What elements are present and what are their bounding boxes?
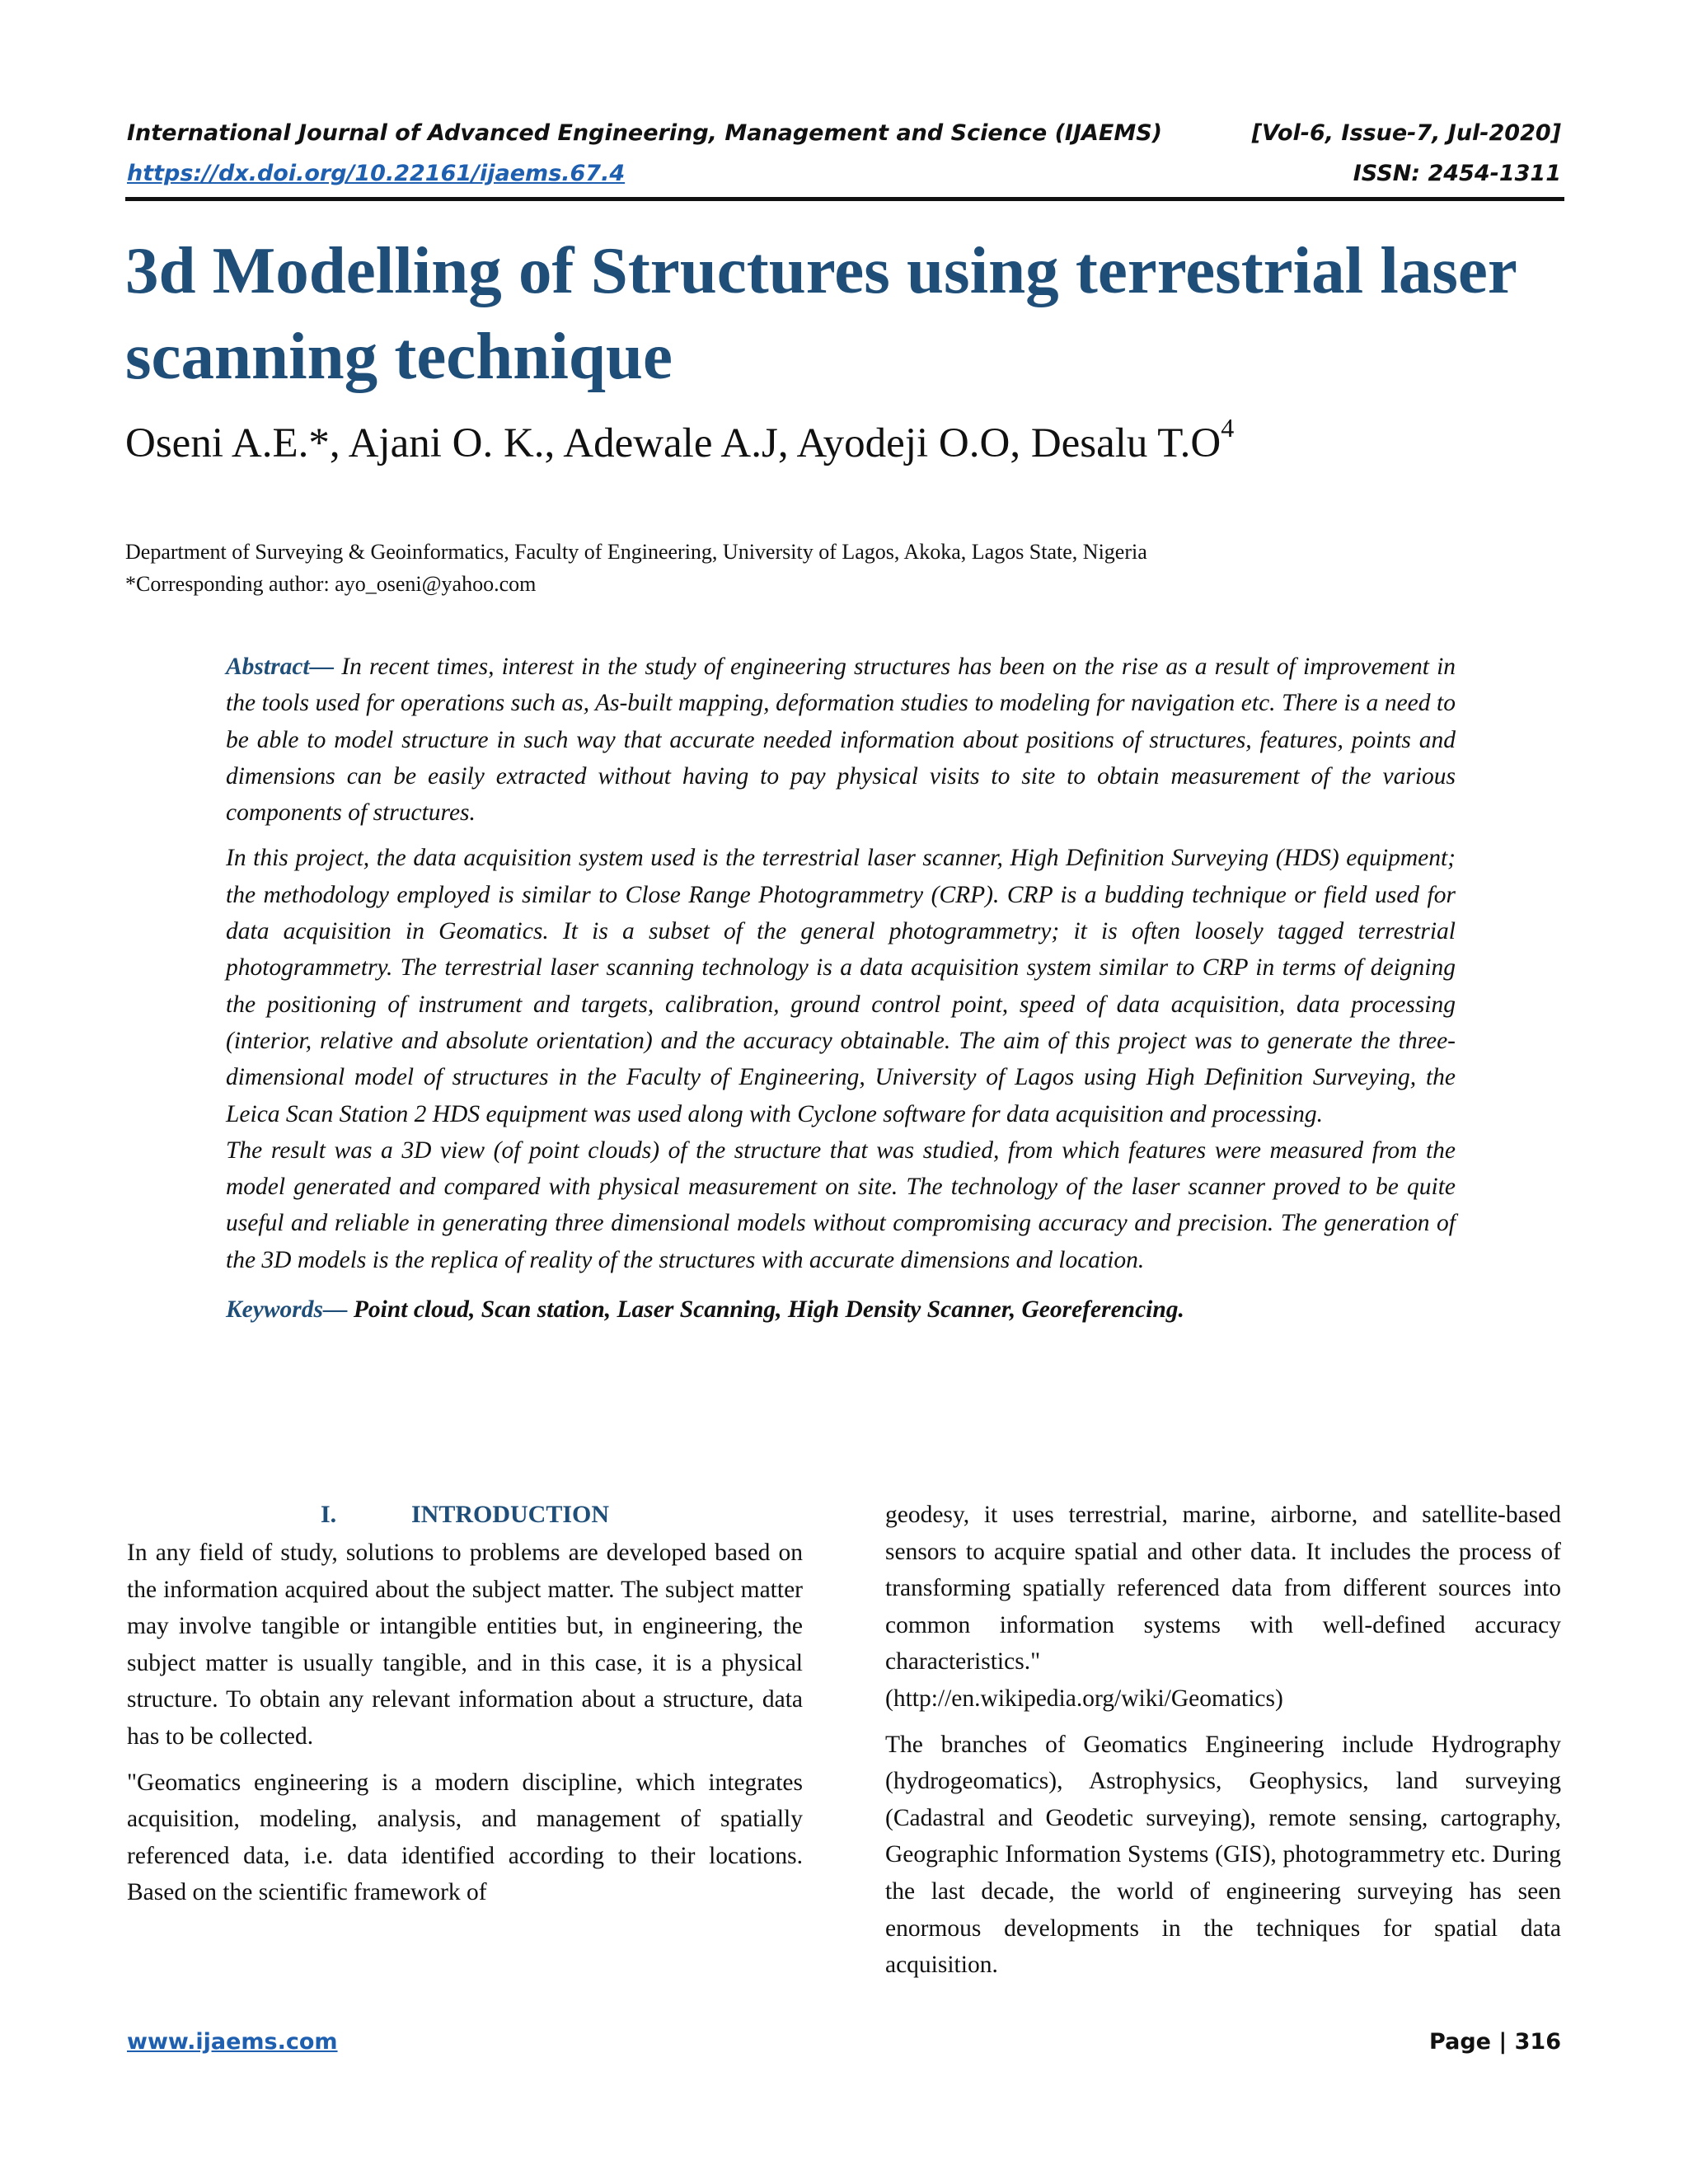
section-number: I. (320, 1501, 337, 1528)
author-list (125, 413, 1576, 470)
doi-link[interactable]: https://dx.doi.org/10.22161/ijaems.67.4 (127, 161, 626, 186)
right-column (885, 1497, 1561, 1984)
volume-issue: [Vol-6, Issue-7, Jul-2020] (1251, 120, 1561, 146)
abstract-p1 (226, 649, 1456, 831)
corresponding-author: *Corresponding author: ayo_oseni@yahoo.com (125, 572, 537, 596)
keywords-label: Keywords— (226, 1296, 348, 1324)
intro-p3-ref: (http://en.wikipedia.org/wiki/Geomatics) (885, 1685, 1283, 1712)
abstract-text-1: In recent times, interest in the study of engineering structures has been on the rise as a result of improvement in the tools used for operations such as, As-built mapping, deformation studies to modeling for navigation etc. There is a need to be able to model structure in such way that accurate needed information about positions of structures, features, points and dimensions can be easily extracted without having to pay physical visits to site to obtain measurement of the various components of structures. (226, 654, 1456, 827)
abstract-label: Abstract— (226, 654, 335, 680)
abstract-p3: The result was a 3D view (of point clouds) of the structure that was studied, from which features were measured from the model generated and compared with physical measurement on site. The technology of the laser scanner proved to be quite useful and reliable in generating three dimensional models without compromising accuracy and precision. The generation of the 3D models is the replica of reality of the structures with accurate dimensions and location. (226, 1137, 1456, 1273)
intro-p3 (885, 1497, 1561, 1718)
issn: ISSN: 2454-1311 (1353, 161, 1561, 186)
department: Department of Surveying & Geoinformatics, Faculty of Engineering, University of Lagos, Akoka, Lagos State, Nigeria (125, 540, 1147, 564)
section-heading (127, 1497, 803, 1533)
intro-p3-text: geodesy, it uses terrestrial, marine, airborne, and satellite-based sensors to acquire spatial and other data. It includes the process of transforming spatially referenced data from different sources into common information systems with well-defined accuracy characteristics." (885, 1502, 1561, 1675)
abstract-p2: In this project, the data acquisition system used is the terrestrial laser scanner, High Definition Surveying (HDS) equipment; the methodology employed is similar to Close Range Photogrammetry (CRP). CRP is a budding technique or field used for data acquisition in Geomatics. It is a subset of the general photogrammetry; it is often loosely tagged terrestrial photogrammetry. The terrestrial laser scanning technology is a data acquisition system similar to CRP in terms of deigning the positioning of instrument and targets, calibration, ground control point, speed of data acquisition, data processing (interior, relative and absolute orientation) and the accuracy obtainable. The aim of this project was to generate the three-dimensional model of structures in the Faculty of Engineering, University of Lagos using High Definition Surveying, the Leica Scan Station 2 HDS equipment was used along with Cyclone software for data acquisition and processing. (226, 845, 1456, 1127)
keywords (226, 1291, 1456, 1328)
header-rule (125, 197, 1564, 201)
intro-p1: In any field of study, solutions to problems are developed based on the information acquired about the subject matter. The subject matter may involve tangible or intangible entities but, in engineering, the subject matter is usually tangible, and in this case, it is a physical structure. To obtain any relevant information about a structure, data has to be collected. (127, 1540, 803, 1750)
keywords-text: Point cloud, Scan station, Laser Scanning, High Density Scanner, Georeferencing. (347, 1296, 1184, 1324)
intro-p4: The branches of Geomatics Engineering include Hydrography (hydrogeomatics), Astrophysics, Geophysics, land surveying (Cadastral and Geodetic surveying), remote sensing, cartography, Geographic Information Systems (GIS), photogrammetry etc. During the last decade, the world of engineering surveying has seen enormous developments in the techniques for spatial data acquisition. (885, 1731, 1561, 1979)
paper-title: 3d Modelling of Structures using terrestrial laser scanning technique (125, 233, 1517, 393)
website-link[interactable]: www.ijaems.com (127, 2029, 338, 2055)
author-superscript: 4 (1221, 413, 1235, 443)
left-column (127, 1497, 803, 1911)
page-number: Page | 316 (1429, 2029, 1561, 2055)
affiliation (125, 536, 1576, 600)
section-title: INTRODUCTION (410, 1501, 610, 1528)
author-names: Oseni A.E.*, Ajani O. K., Adewale A.J, Ayodeji O.O, Desalu T.O (125, 420, 1221, 466)
journal-name: International Journal of Advanced Engineering, Management and Science (IJAEMS) (127, 120, 1163, 146)
abstract (226, 649, 1456, 1328)
intro-p2: "Geomatics engineering is a modern discipline, which integrates acquisition, modeling, analysis, and management of spatially referenced data, i.e. data identified according to their locations. Based on the scientific framework of (127, 1769, 803, 1906)
